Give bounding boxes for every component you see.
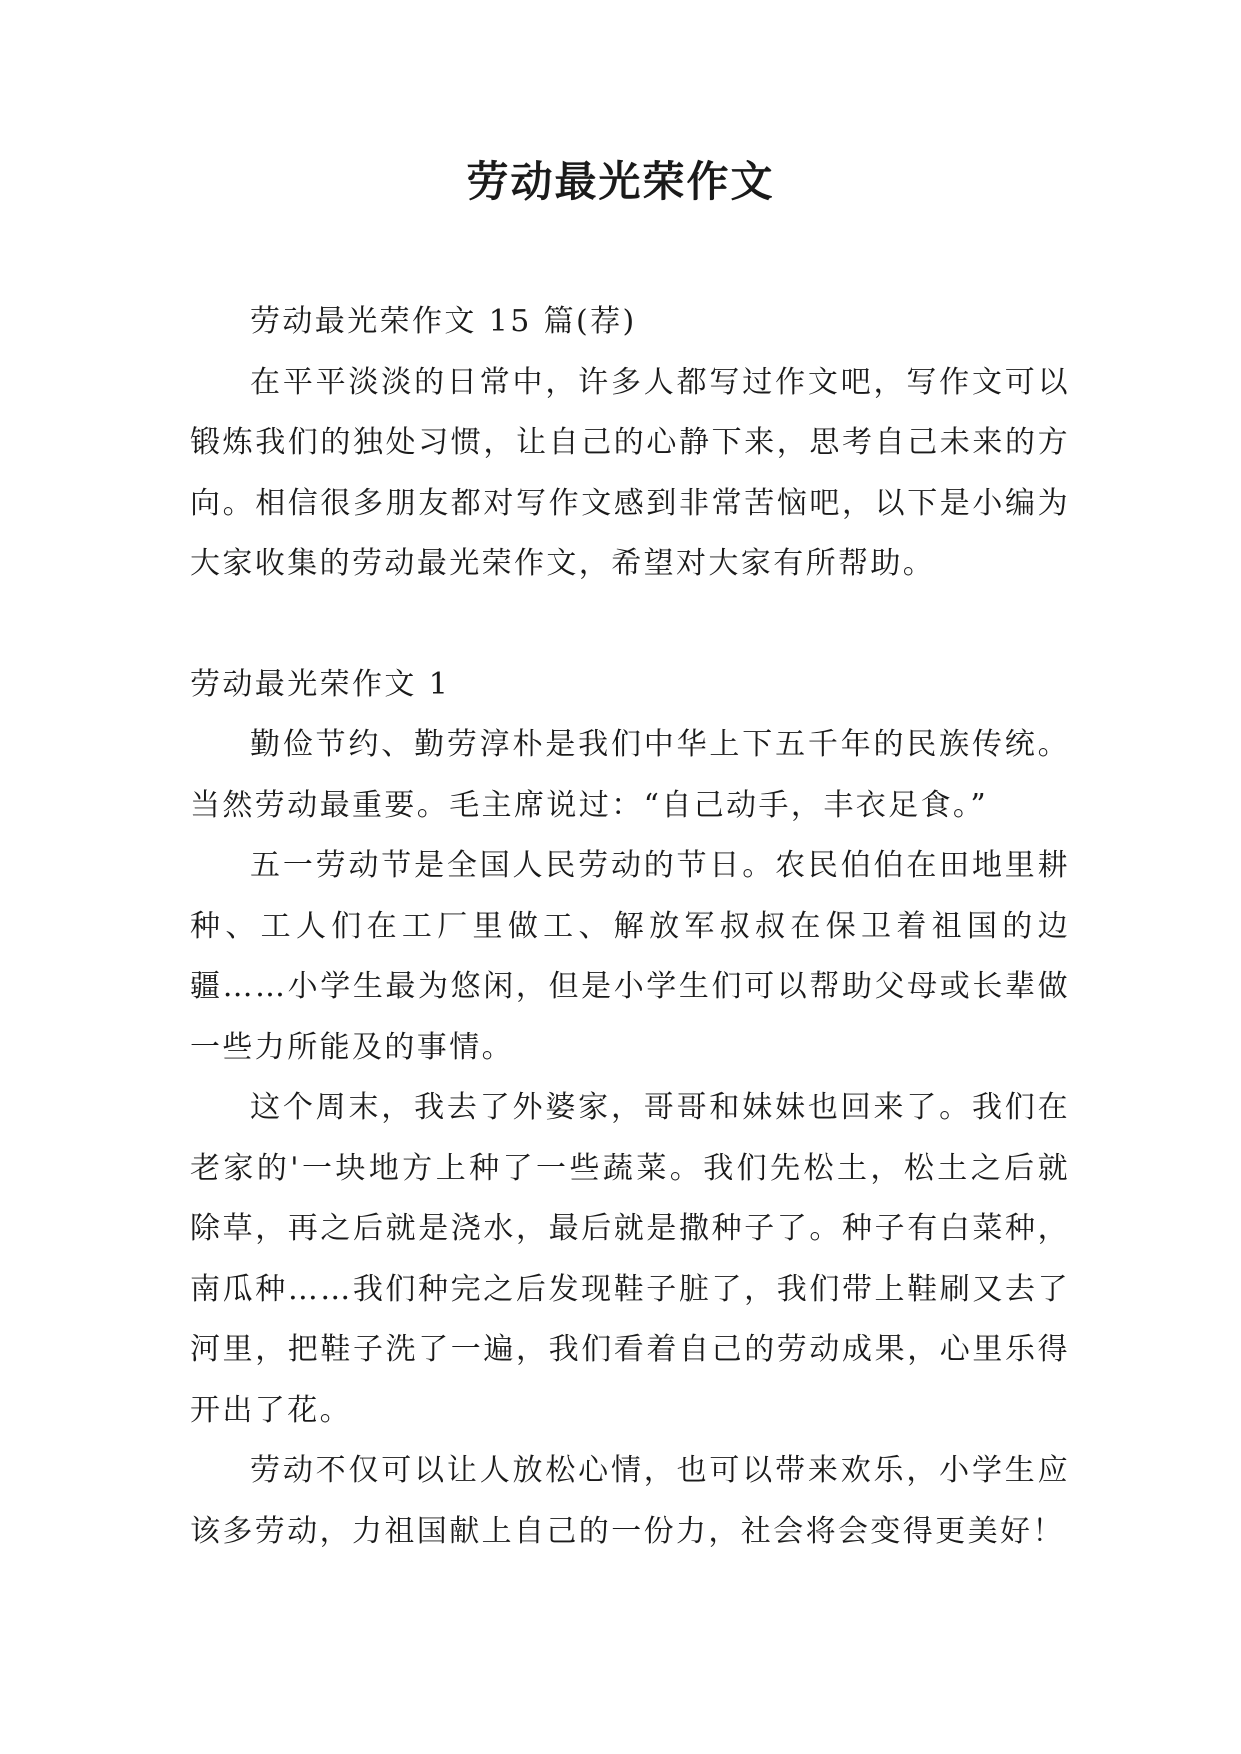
body-paragraph-4: 劳动不仅可以让人放松心情，也可以带来欢乐，小学生应该多劳动，力祖国献上自己的一份力，社会将会变得更美好！ [190,1453,1070,1549]
intro-paragraph: 在平平淡淡的日常中，许多人都写过作文吧，写作文可以锻炼我们的独处习惯，让自己的心静下来，思考自己未来的方向。相信很多朋友都对写作文感到非常苦恼吧，以下是小编为大家收集的劳动最光荣作文，希望对大家有所帮助。 [190,364,1070,581]
body-paragraph-3: 这个周末，我去了外婆家，哥哥和妹妹也回来了。我们在老家的'一块地方上种了一些蔬菜。我们先松土，松土之后就除草，再之后就是浇水，最后就是撒种子了。种子有白菜种，南瓜种……我们种完之后发现鞋子脏了，我们带上鞋刷又去了河里，把鞋子洗了一遍，我们看着自己的劳动成果，心里乐得开出了花。 [190,1090,1070,1428]
document-body [190,292,1070,1562]
body-paragraph-1: 勤俭节约、勤劳淳朴是我们中华上下五千年的民族传统。当然劳动最重要。毛主席说过：“自己动手，丰衣足食。” [190,727,1070,823]
body-paragraph-2: 五一劳动节是全国人民劳动的节日。农民伯伯在田地里耕种、工人们在工厂里做工、解放军叔叔在保卫着祖国的边疆……小学生最为悠闲，但是小学生们可以帮助父母或长辈做一些力所能及的事情。 [190,848,1070,1065]
section-heading: 劳动最光荣作文 1 [190,666,451,702]
document-title: 劳动最光荣作文 [466,157,775,206]
document-subtitle: 劳动最光荣作文 15 篇(荐) [250,304,637,339]
